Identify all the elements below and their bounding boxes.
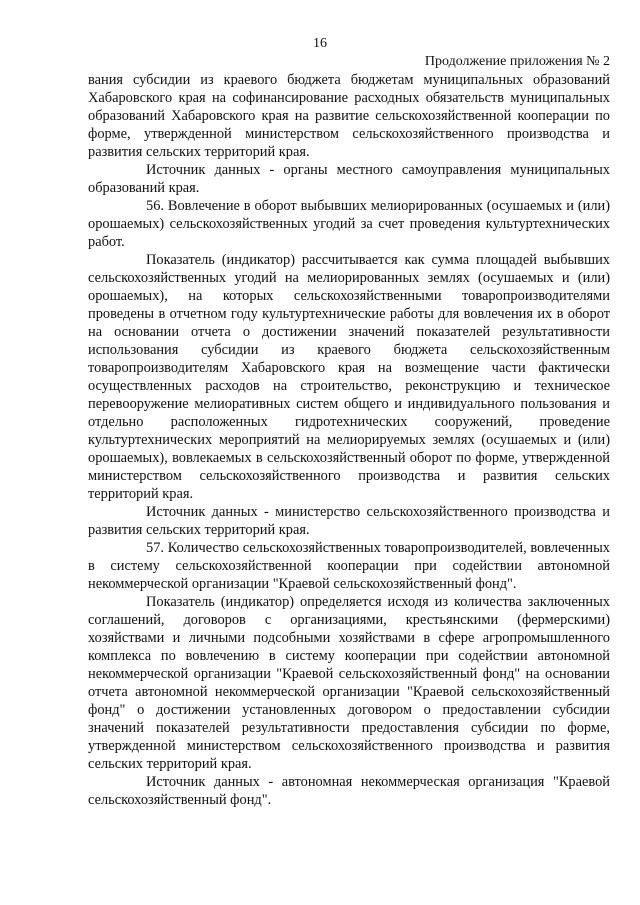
paragraph-item-57-source: Источник данных - автономная некоммерческая организация "Краевой сельскохозяйственный фонд".	[88, 774, 610, 808]
paragraph-item-57-indicator: Показатель (индикатор) определяется исходя из количества заключенных соглашений, договоров с организациями, крестьянскими (фермерскими) хозяйствами и личными подсобными хозяйствами в сфере агропромышленного комплекса по вовлечению в систему кооперации при содействии автономной некоммерческой организации "Краевой сельскохозяйственный фонд" на основании отчета автономной некоммерческой организации "Краевой сельскохозяйственный фонд" о достижении установленных договором о предоставлении субсидии значений показателей результативности предоставления субсидии по форме, утвержденной министерством сельскохозяйственного производства и развития сельских территорий края.	[88, 594, 610, 772]
paragraph-item-57-heading: 57. Количество сельскохозяйственных товаропроизводителей, вовлеченных в систему сельскохозяйственной кооперации при содействии автономной некоммерческой организации "Краевой сельскохозяйственный фонд".	[88, 540, 610, 592]
appendix-continuation-note: Продолжение приложения № 2	[424, 54, 610, 69]
page-number: 16	[313, 36, 327, 51]
paragraph-item-56-indicator: Показатель (индикатор) рассчитывается как сумма площадей выбывших сельскохозяйственных угодий на мелиорированных землях (осушаемых и (или) орошаемых), на которых сельскохозяйственными товаропроизводителями проведены в отчетном году культуртехнические работы для вовлечения их в оборот на основании отчета о достижении значений показателей результативности использования субсидии из краевого бюджета сельскохозяйственным товаропроизводителям Хабаровского края на возмещение части фактически осуществленных расходов на строительство, реконструкцию и техническое перевооружение мелиоративных систем общего и индивидуального пользования и отдельно расположенных гидротехнических сооружений, проведение культуртехнических мероприятий на мелиорируемых землях (осушаемых и (или) орошаемых), вовлекаемых в сельскохозяйственный оборот по форме, утвержденной министерством сельскохозяйственного производства и развития сельских территорий края.	[88, 252, 610, 502]
paragraph-item-56-source: Источник данных - министерство сельскохозяйственного производства и развития сельских территорий края.	[88, 504, 610, 538]
paragraph-item-56-heading: 56. Вовлечение в оборот выбывших мелиорированных (осушаемых и (или) орошаемых) сельскохозяйственных угодий за счет проведения культуртехнических работ.	[88, 198, 610, 250]
paragraph-subsidy-form-end: вания субсидии из краевого бюджета бюджетам муниципальных образований Хабаровского края на софинансирование расходных обязательств муниципальных образований Хабаровского края на развитие сельскохозяйственной кооперации по форме, утвержденной министерством сельскохозяйственного производства и развития сельских территорий края.	[88, 72, 610, 160]
document-body	[88, 71, 610, 809]
paragraph-source-local-government: Источник данных - органы местного самоуправления муниципальных образований края.	[88, 162, 610, 196]
